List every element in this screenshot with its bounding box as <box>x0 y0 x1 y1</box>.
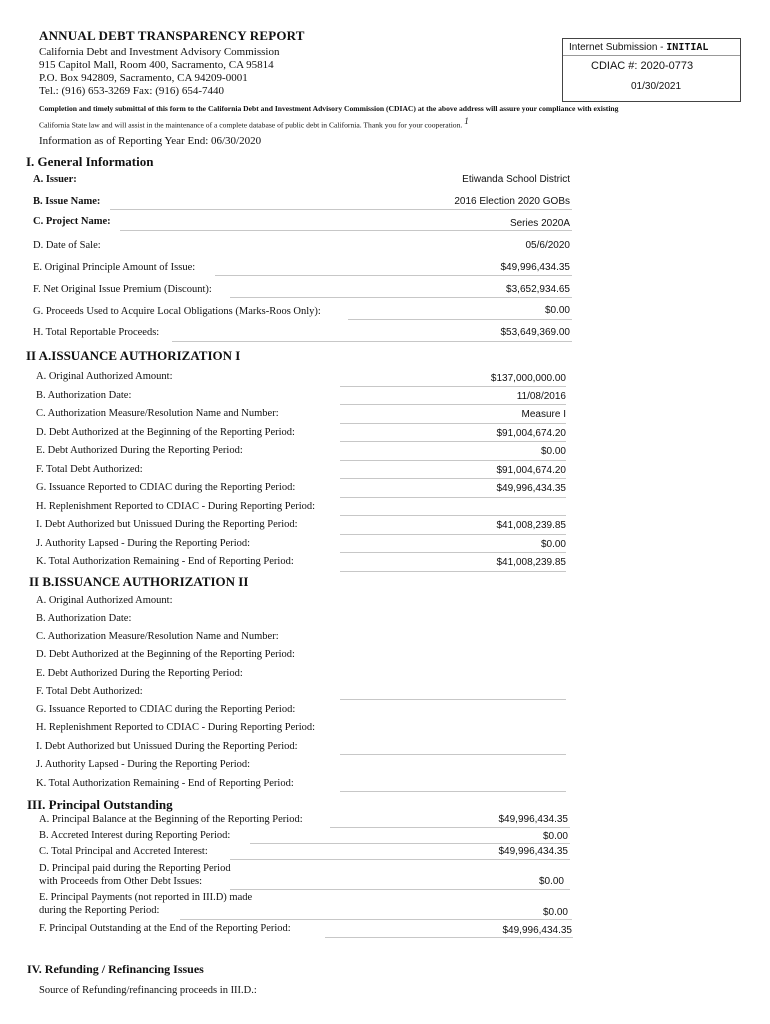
auth-2-row-i-line <box>340 754 566 755</box>
submission-date: 01/30/2021 <box>631 81 682 92</box>
phone-fax: Tel.: (916) 653-3269 Fax: (916) 654-7440 <box>39 85 224 97</box>
principal-f-line <box>325 937 573 938</box>
original-principal-line <box>215 275 572 276</box>
auth-1-row-c-label: C. Authorization Measure/Resolution Name and Number: <box>36 408 279 419</box>
auth-2-row-d-label: D. Debt Authorized at the Beginning of the Reporting Period: <box>36 649 295 660</box>
local-obligations-label: G. Proceeds Used to Acquire Local Obligations (Marks-Roos Only): <box>33 306 321 317</box>
principal-d-label-2: with Proceeds from Other Debt Issues: <box>39 876 203 887</box>
cdiac-line <box>591 60 693 72</box>
auth-1-row-k-line <box>340 571 566 572</box>
auth-1-row-f-label: F. Total Debt Authorized: <box>36 464 143 475</box>
section-general-heading: I. General Information <box>26 154 154 169</box>
report-title: ANNUAL DEBT TRANSPARENCY REPORT <box>39 28 305 43</box>
auth-1-row-j-line <box>340 552 566 553</box>
auth-1-row-b-label: B. Authorization Date: <box>36 390 132 401</box>
address-line-2: P.O. Box 942809, Sacramento, CA 94209-0001 <box>39 72 248 84</box>
auth-1-row-a-line <box>340 386 566 387</box>
date-of-sale-label: D. Date of Sale: <box>33 240 101 251</box>
cooperation-text: California State law and will assist in the maintenance of a complete database of public debt in California. Thank you for your cooperation. <box>39 120 463 130</box>
auth-2-row-c-label: C. Authorization Measure/Resolution Name and Number: <box>36 631 279 642</box>
principal-e-line <box>180 919 572 920</box>
auth-1-row-d-value: $91,004,674.20 <box>496 428 566 439</box>
project-name-value: Series 2020A <box>509 218 570 229</box>
submission-box <box>562 38 741 102</box>
total-proceeds-label: H. Total Reportable Proceeds: <box>33 327 160 338</box>
local-obligations-value: $0.00 <box>544 305 570 316</box>
total-proceeds-line <box>172 341 572 342</box>
auth-2-row-i-label: I. Debt Authorized but Unissued During the Reporting Period: <box>36 741 298 752</box>
date-of-sale-value: 05/6/2020 <box>525 240 570 251</box>
principal-c-value: $49,996,434.35 <box>498 846 568 857</box>
principal-a-label: A. Principal Balance at the Beginning of the Reporting Period: <box>39 814 303 825</box>
compliance-notice: Completion and timely submittal of this form to the California Debt and Investment Advisory Commission (CDIAC) at the above address will assure your compliance with existing <box>39 104 619 113</box>
cooperation-notice <box>39 116 469 130</box>
auth-2-row-k-line <box>340 791 566 792</box>
reporting-as-of: Information as of Reporting Year End: 06/30/2020 <box>39 135 262 147</box>
footnote-marker: 1 <box>464 116 469 126</box>
original-principal-value: $49,996,434.35 <box>500 262 570 273</box>
auth-1-row-k-value: $41,008,239.85 <box>496 557 566 568</box>
auth-2-row-g-label: G. Issuance Reported to CDIAC during the Reporting Period: <box>36 704 296 715</box>
auth-1-row-a-label: A. Original Authorized Amount: <box>36 371 173 382</box>
issue-name-line <box>110 209 572 210</box>
auth-2-row-j-label: J. Authority Lapsed - During the Reporting Period: <box>36 759 251 770</box>
auth-1-row-c-value: Measure I <box>521 409 566 420</box>
address-line-1: 915 Capitol Mall, Room 400, Sacramento, CA 95814 <box>39 59 274 71</box>
auth-2-row-a-label: A. Original Authorized Amount: <box>36 595 173 606</box>
principal-e-label-2: during the Reporting Period: <box>39 905 160 916</box>
issuer-value: Etiwanda School District <box>462 174 570 185</box>
auth-2-row-b-label: B. Authorization Date: <box>36 613 132 624</box>
principal-c-line <box>230 859 570 860</box>
auth-1-row-h-line <box>340 515 566 516</box>
auth-1-row-b-line <box>340 404 566 405</box>
auth-1-row-e-value: $0.00 <box>540 446 566 457</box>
section-auth-2-heading: II B.ISSUANCE AUTHORIZATION II <box>29 574 249 589</box>
issue-name-value: 2016 Election 2020 GOBs <box>454 196 570 207</box>
principal-e-label-1: E. Principal Payments (not reported in III.D) made <box>39 892 253 903</box>
project-name-label: C. Project Name: <box>33 216 111 227</box>
submission-divider <box>563 55 740 56</box>
original-principal-label: E. Original Principle Amount of Issue: <box>33 262 196 273</box>
auth-1-row-e-line <box>340 460 566 461</box>
auth-1-row-f-value: $91,004,674.20 <box>496 465 566 476</box>
principal-a-line <box>330 827 570 828</box>
principal-b-value: $0.00 <box>542 831 568 842</box>
principal-e-value: $0.00 <box>542 907 568 918</box>
premium-value: $3,652,934.65 <box>506 284 570 295</box>
principal-d-line <box>230 889 570 890</box>
auth-1-row-j-label: J. Authority Lapsed - During the Reporting Period: <box>36 538 251 549</box>
principal-d-value: $0.00 <box>538 876 564 887</box>
auth-1-row-h-label: H. Replenishment Reported to CDIAC - During Reporting Period: <box>36 501 316 512</box>
auth-2-row-h-label: H. Replenishment Reported to CDIAC - During Reporting Period: <box>36 722 316 733</box>
auth-2-row-f-line <box>340 699 566 700</box>
auth-1-row-j-value: $0.00 <box>540 539 566 550</box>
principal-f-label: F. Principal Outstanding at the End of the Reporting Period: <box>39 923 291 934</box>
principal-b-label: B. Accreted Interest during Reporting Period: <box>39 830 231 841</box>
org-name: California Debt and Investment Advisory Commission <box>39 46 280 58</box>
section-auth-1-heading: II A.ISSUANCE AUTHORIZATION I <box>26 348 241 363</box>
principal-d-label-1: D. Principal paid during the Reporting Period <box>39 863 231 874</box>
principal-a-value: $49,996,434.35 <box>498 814 568 825</box>
auth-1-row-a-value: $137,000,000.00 <box>490 373 566 384</box>
auth-1-row-k-label: K. Total Authorization Remaining - End of Reporting Period: <box>36 556 294 567</box>
issue-name-label: B. Issue Name: <box>33 196 101 207</box>
auth-1-row-i-label: I. Debt Authorized but Unissued During the Reporting Period: <box>36 519 298 530</box>
local-obligations-line <box>348 319 572 320</box>
auth-1-row-d-line <box>340 441 566 442</box>
total-proceeds-value: $53,649,369.00 <box>500 327 570 338</box>
auth-1-row-i-value: $41,008,239.85 <box>496 520 566 531</box>
auth-1-row-g-line <box>340 497 566 498</box>
issuer-label: A. Issuer: <box>33 174 77 185</box>
auth-1-row-d-label: D. Debt Authorized at the Beginning of the Reporting Period: <box>36 427 295 438</box>
submission-line <box>569 42 708 53</box>
refunding-source-label: Source of Refunding/refinancing proceeds in III.D.: <box>39 985 257 996</box>
project-name-line <box>120 230 572 231</box>
auth-2-row-f-label: F. Total Debt Authorized: <box>36 686 143 697</box>
section-refunding-heading: IV. Refunding / Refinancing Issues <box>27 962 204 976</box>
auth-1-row-i-line <box>340 534 566 535</box>
premium-line <box>230 297 572 298</box>
auth-1-row-g-value: $49,996,434.35 <box>496 483 566 494</box>
auth-1-row-f-line <box>340 478 566 479</box>
premium-label: F. Net Original Issue Premium (Discount): <box>33 284 212 295</box>
principal-b-line <box>250 843 570 844</box>
auth-1-row-e-label: E. Debt Authorized During the Reporting Period: <box>36 445 243 456</box>
submission-type: INITIAL <box>666 42 709 53</box>
cdiac-number: 2020-0773 <box>640 60 694 72</box>
cdiac-label: CDIAC #: <box>591 60 638 72</box>
auth-1-row-g-label: G. Issuance Reported to CDIAC during the Reporting Period: <box>36 482 296 493</box>
section-principal-heading: III. Principal Outstanding <box>27 797 173 812</box>
auth-2-row-k-label: K. Total Authorization Remaining - End of Reporting Period: <box>36 778 294 789</box>
principal-c-label: C. Total Principal and Accreted Interest: <box>39 846 208 857</box>
principal-f-value: $49,996,434.35 <box>502 925 572 936</box>
auth-2-row-e-label: E. Debt Authorized During the Reporting Period: <box>36 668 243 679</box>
auth-1-row-c-line <box>340 423 566 424</box>
submission-label: Internet Submission - <box>569 42 664 53</box>
auth-1-row-b-value: 11/08/2016 <box>516 391 566 402</box>
